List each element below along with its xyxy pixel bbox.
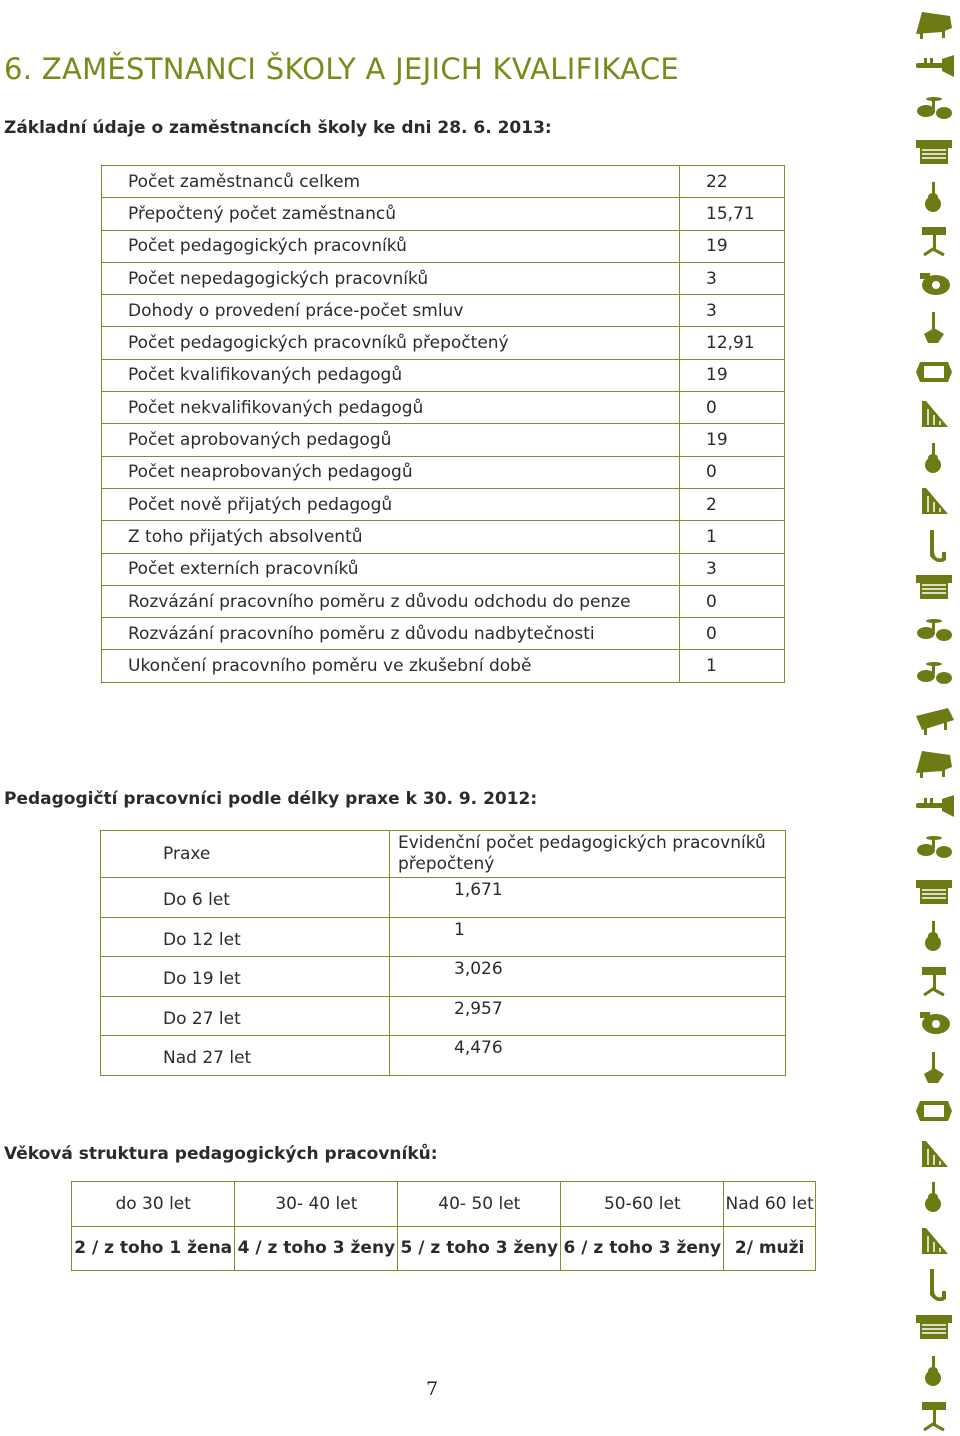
basic-info-heading: Základní údaje o zaměstnancích školy ke dni 28. 6. 2013: — [4, 118, 552, 138]
harp-icon — [912, 484, 956, 518]
harp-icon — [912, 397, 956, 431]
praxe-row-label: Do 27 let — [101, 996, 390, 1036]
age-value-cell: 4 / z toho 3 ženy — [235, 1226, 398, 1271]
basic-row-value: 3 — [680, 553, 785, 585]
praxe-table-row — [101, 996, 786, 1036]
accordion-icon — [912, 1093, 956, 1127]
basic-table-row — [102, 198, 785, 230]
basic-row-value: 22 — [680, 166, 785, 198]
trumpet-icon — [912, 789, 956, 823]
basic-row-label: Počet pedagogických pracovníků přepočtený — [102, 327, 680, 359]
harp-icon — [912, 1137, 956, 1171]
guitar-icon — [912, 180, 956, 214]
guitar-icon — [912, 441, 956, 475]
music-instrument-sidebar — [906, 0, 960, 1435]
employee-basic-table — [101, 165, 785, 683]
page-number: 7 — [426, 1378, 439, 1400]
praxe-row-value: 3,026 — [390, 957, 786, 997]
age-value-cell: 2/ muži — [724, 1226, 816, 1271]
basic-row-value: 19 — [680, 230, 785, 262]
basic-row-value: 0 — [680, 392, 785, 424]
basic-row-value: 3 — [680, 262, 785, 294]
basic-table-row — [102, 359, 785, 391]
basic-table-row — [102, 553, 785, 585]
chapter-title: 6. ZAMĚSTNANCI ŠKOLY A JEJICH KVALIFIKACE — [4, 52, 680, 86]
drums-icon — [912, 658, 956, 692]
basic-table-row — [102, 295, 785, 327]
praxe-row-label: Nad 27 let — [101, 1036, 390, 1076]
praxe-row-value: 1 — [390, 917, 786, 957]
basic-row-label: Počet nepedagogických pracovníků — [102, 262, 680, 294]
drums-icon — [912, 832, 956, 866]
basic-table-row — [102, 585, 785, 617]
basic-row-value: 19 — [680, 359, 785, 391]
piano-icon — [912, 745, 956, 779]
age-header-cell: 50-60 let — [561, 1182, 724, 1227]
basic-table-row — [102, 456, 785, 488]
music-stand-icon — [912, 963, 956, 997]
basic-table-row — [102, 327, 785, 359]
basic-row-label: Počet pedagogických pracovníků — [102, 230, 680, 262]
basic-row-label: Z toho přijatých absolventů — [102, 521, 680, 553]
basic-table-row — [102, 424, 785, 456]
basic-row-value: 12,91 — [680, 327, 785, 359]
basic-row-value: 1 — [680, 650, 785, 682]
electric-guitar-icon — [912, 310, 956, 344]
basic-row-label: Přepočtený počet zaměstnanců — [102, 198, 680, 230]
trumpet-icon — [912, 49, 956, 83]
basic-row-label: Rozvázání pracovního poměru z důvodu nadbytečnosti — [102, 618, 680, 650]
xylophone-icon — [912, 876, 956, 910]
music-stand-icon — [912, 1398, 956, 1432]
praxe-col2-header-text: Evidenční počet pedagogických pracovníků přepočtený — [398, 833, 766, 874]
guitar-icon — [912, 1180, 956, 1214]
basic-table-row — [102, 262, 785, 294]
tuba-icon — [912, 1006, 956, 1040]
basic-row-label: Ukončení pracovního poměru ve zkušební době — [102, 650, 680, 682]
basic-row-label: Počet aprobovaných pedagogů — [102, 424, 680, 456]
praxe-col1-header: Praxe — [101, 831, 390, 878]
praxe-header-row — [101, 831, 786, 878]
age-header-row — [72, 1182, 816, 1227]
basic-row-value: 0 — [680, 618, 785, 650]
basic-table-row — [102, 650, 785, 682]
basic-row-label: Počet neaprobovaných pedagogů — [102, 456, 680, 488]
guitar-icon — [912, 919, 956, 953]
age-structure-heading: Věková struktura pedagogických pracovníků: — [4, 1144, 438, 1164]
age-value-cell: 6 / z toho 3 ženy — [561, 1226, 724, 1271]
age-value-cell: 5 / z toho 3 ženy — [398, 1226, 561, 1271]
basic-row-value: 0 — [680, 585, 785, 617]
basic-row-value: 1 — [680, 521, 785, 553]
basic-row-label: Počet nově přijatých pedagogů — [102, 488, 680, 520]
keyboard-icon — [912, 702, 956, 736]
basic-row-value: 19 — [680, 424, 785, 456]
basic-table-row — [102, 166, 785, 198]
praxe-col2-header — [390, 831, 786, 878]
praxe-table-row — [101, 917, 786, 957]
praxe-table — [100, 830, 786, 1076]
xylophone-icon — [912, 571, 956, 605]
age-header-cell: 40- 50 let — [398, 1182, 561, 1227]
age-header-cell: do 30 let — [72, 1182, 235, 1227]
drums-icon — [912, 93, 956, 127]
basic-row-label: Rozvázání pracovního poměru z důvodu odchodu do penze — [102, 585, 680, 617]
praxe-heading: Pedagogičtí pracovníci podle délky praxe k 30. 9. 2012: — [4, 789, 538, 809]
basic-table-row — [102, 488, 785, 520]
guitar-icon — [912, 1354, 956, 1388]
basic-row-value: 3 — [680, 295, 785, 327]
basic-table-row — [102, 521, 785, 553]
basic-row-value: 15,71 — [680, 198, 785, 230]
praxe-row-label: Do 12 let — [101, 917, 390, 957]
praxe-row-value: 1,671 — [390, 878, 786, 918]
basic-row-label: Počet externích pracovníků — [102, 553, 680, 585]
praxe-table-row — [101, 957, 786, 997]
praxe-row-value: 2,957 — [390, 996, 786, 1036]
basic-row-value: 2 — [680, 488, 785, 520]
basic-row-label: Počet nekvalifikovaných pedagogů — [102, 392, 680, 424]
basic-table-row — [102, 618, 785, 650]
praxe-table-row — [101, 878, 786, 918]
age-structure-table — [71, 1181, 816, 1271]
praxe-row-value: 4,476 — [390, 1036, 786, 1076]
praxe-table-row — [101, 1036, 786, 1076]
piano-icon — [912, 6, 956, 40]
basic-row-label: Dohody o provedení práce-počet smluv — [102, 295, 680, 327]
drums-icon — [912, 615, 956, 649]
age-header-cell: 30- 40 let — [235, 1182, 398, 1227]
basic-row-value: 0 — [680, 456, 785, 488]
xylophone-icon — [912, 136, 956, 170]
age-header-cell: Nad 60 let — [724, 1182, 816, 1227]
age-value-cell: 2 / z toho 1 žena — [72, 1226, 235, 1271]
saxophone-icon — [912, 1267, 956, 1301]
accordion-icon — [912, 354, 956, 388]
tuba-icon — [912, 267, 956, 301]
basic-row-label: Počet zaměstnanců celkem — [102, 166, 680, 198]
saxophone-icon — [912, 528, 956, 562]
electric-guitar-icon — [912, 1050, 956, 1084]
harp-icon — [912, 1224, 956, 1258]
age-values-row — [72, 1226, 816, 1271]
xylophone-icon — [912, 1311, 956, 1345]
basic-table-row — [102, 392, 785, 424]
music-stand-icon — [912, 223, 956, 257]
basic-table-row — [102, 230, 785, 262]
basic-row-label: Počet kvalifikovaných pedagogů — [102, 359, 680, 391]
praxe-row-label: Do 6 let — [101, 878, 390, 918]
praxe-row-label: Do 19 let — [101, 957, 390, 997]
